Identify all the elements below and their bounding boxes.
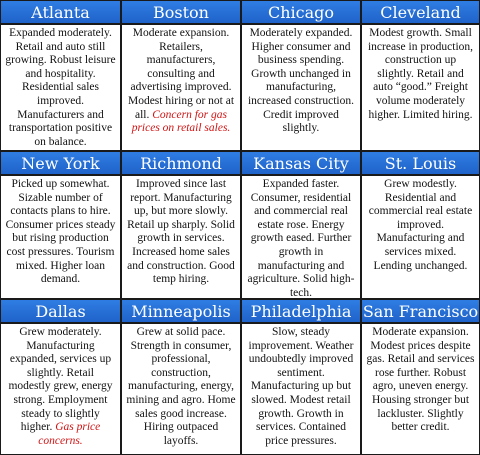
- region-header-new-york: New York: [0, 151, 121, 175]
- region-header-st-louis: St. Louis: [361, 151, 480, 175]
- region-header-chicago: Chicago: [241, 0, 361, 24]
- region-summary-st-louis: [361, 175, 480, 299]
- summary-text: Slow, steady improvement. Weather undoubtedly improved sentiment. Manufacturing up but slowed. Modest retail growth. Growth in services. Contained price pressures.: [248, 326, 354, 447]
- region-summary-kansas-city: [241, 175, 361, 299]
- summary-text: Picked up somewhat. Sizable number of contacts plans to hire. Consumer prices steady but rising production cost pressures. Tourism mixed. Higher loan demand.: [5, 178, 116, 286]
- summary-text: Moderate expansion. Modest prices despite gas. Retail and services rose further. Robust agro, uneven energy. Housing stronger but lackluster. Slightly better credit.: [366, 326, 475, 434]
- region-summary-boston: [121, 24, 241, 151]
- region-summary-new-york: [0, 175, 121, 299]
- region-summary-dallas: [0, 323, 121, 455]
- region-summary-atlanta: [0, 24, 121, 151]
- summary-highlight: Concern for gas prices on retail sales.: [131, 108, 231, 135]
- region-header-richmond: Richmond: [121, 151, 241, 175]
- summary-text: Expanded moderately. Retail and auto still growing. Robust leisure and hospitality. Residential sales improved. Manufacturers and transportation positive on balance.: [5, 27, 116, 148]
- summary-text: Grew at solid pace. Strength in consumer, professional, construction, manufacturing, energy, mining and agro. Home sales good increase. Hiring outpaced layoffs.: [126, 326, 236, 447]
- region-header-cleveland: Cleveland: [361, 0, 480, 24]
- summary-text: Modest growth. Small increase in production, construction up slightly. Retail and auto “good.” Freight volume moderately higher. Limited hiring.: [367, 27, 474, 121]
- summary-text: Grew moderately. Manufacturing expanded, services up slightly. Retail modestly grew, energy strong. Employment steady to slightly higher.: [8, 326, 113, 434]
- summary-highlight: Gas price concerns.: [38, 421, 101, 447]
- region-summary-minneapolis: [121, 323, 241, 455]
- region-header-kansas-city: Kansas City: [241, 151, 361, 175]
- summary-text: Moderately expanded. Higher consumer and business spending. Growth unchanged in manufacturing, increased construction. Credit improved slightly.: [247, 27, 354, 135]
- region-header-atlanta: Atlanta: [0, 0, 121, 24]
- summary-text: Expanded faster. Consumer, residential and commercial real estate rose. Energy growth eased. Further growth in manufacturing and agriculture. Solid high-tech.: [247, 178, 355, 299]
- summary-text: Moderate expansion. Retailers, manufacturers, consulting and advertising improved. Modest hiring or not at all.: [127, 27, 235, 121]
- region-header-minneapolis: Minneapolis: [121, 299, 241, 323]
- region-header-philadelphia: Philadelphia: [241, 299, 361, 323]
- summary-text: Improved since last report. Manufacturing up, but more slowly. Retail up sharply. Solid growth in services. Increased home sales and construction. Good temp hiring.: [127, 178, 235, 286]
- region-summary-san-francisco: [361, 323, 480, 455]
- region-header-dallas: Dallas: [0, 299, 121, 323]
- region-header-boston: Boston: [121, 0, 241, 24]
- region-header-san-francisco: San Francisco: [361, 299, 480, 323]
- region-summary-cleveland: [361, 24, 480, 151]
- region-summary-chicago: [241, 24, 361, 151]
- region-summary-richmond: [121, 175, 241, 299]
- summary-text: Grew modestly. Residential and commercial real estate improved. Manufacturing and services mixed. Lending unchanged.: [368, 178, 473, 272]
- region-summary-philadelphia: [241, 323, 361, 455]
